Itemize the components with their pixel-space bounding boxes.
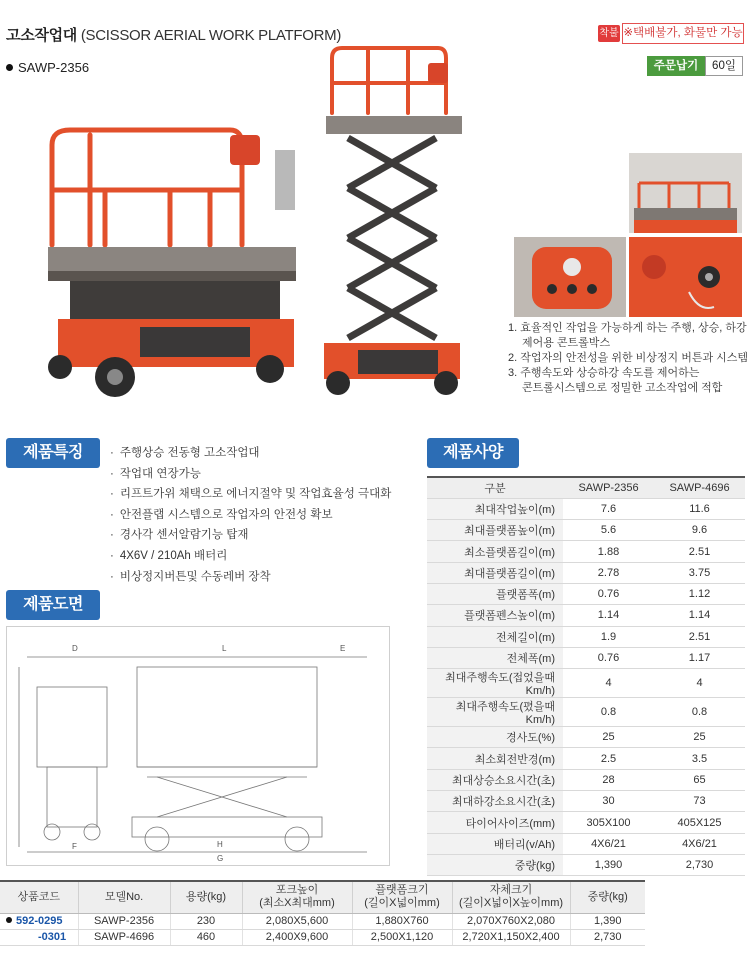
- photo-note: 2. 작업자의 안전성을 위한 비상정지 버튼과 시스템: [508, 352, 749, 364]
- table-row: 플랫폼폭(m) 0.76 1.12: [427, 583, 745, 604]
- col-weight: 중량(kg): [570, 881, 645, 913]
- drawing-heading: 제품도면: [6, 590, 100, 620]
- photo-note: 3. 주행속도와 상승하강 속도를 제어하는: [508, 367, 700, 379]
- col-capacity: 용량(kg): [170, 881, 242, 913]
- spec-col-header: SAWP-4696: [654, 477, 745, 498]
- table-row: 경사도(%) 25 25: [427, 727, 745, 748]
- photo-note: 1. 효율적인 작업을 가능하게 하는 주행, 상승, 하강: [508, 322, 747, 334]
- table-row: 전체폭(m) 0.76 1.17: [427, 647, 745, 668]
- product-code-table: [0, 880, 645, 946]
- delivery-notice: ※택배불가, 화물만 가능: [622, 23, 744, 44]
- order-lead-value: 60일: [705, 56, 743, 76]
- bullet-dot-icon: [6, 64, 13, 71]
- col-model: 모델No.: [78, 881, 170, 913]
- table-row: 최대플랫폼높이(m) 5.6 9.6: [427, 520, 745, 541]
- col-body-size: 자체크기 (길이X넓이X높이mm): [452, 881, 570, 913]
- product-header-row: [0, 881, 645, 913]
- col-platform-size: 플랫폼크기 (길이X넓이mm): [352, 881, 452, 913]
- dim-label-e: E: [340, 644, 346, 653]
- col-code: 상품코드: [0, 881, 78, 913]
- spec-col-header: SAWP-2356: [563, 477, 654, 498]
- feature-item: · 주행상승 전동형 고소작업대: [110, 443, 391, 464]
- feature-item: · 안전플랩 시스템으로 작업자의 안전성 확보: [110, 505, 391, 526]
- col-fork-height: 포크높이 (최소X최대mm): [242, 881, 352, 913]
- feature-item: · 작업대 연장가능: [110, 464, 391, 485]
- table-row: 최대상승소요시간(초) 28 65: [427, 769, 745, 790]
- drawing-lines: [7, 627, 389, 865]
- photo-notes: [508, 321, 748, 396]
- bullet-dot-icon: [6, 917, 12, 923]
- table-row: 전체길이(m) 1.9 2.51: [427, 626, 745, 647]
- detail-photo-emergency-stop: [629, 237, 742, 317]
- detail-photo-platform: [629, 153, 742, 233]
- table-row: 592-0295 SAWP-2356 230 2,080X5,600 1,880X760 2,070X760X2,080 1,390: [0, 913, 645, 929]
- dim-label-l: L: [222, 644, 227, 653]
- product-photo-folded: [30, 95, 320, 405]
- feature-item: · 4X6V / 210Ah 배터리: [110, 546, 391, 567]
- product-photo-extended: [318, 38, 468, 403]
- cod-badge: 착불: [598, 25, 620, 42]
- feature-item: · 경사각 센서알람기능 탑재: [110, 525, 391, 546]
- dim-label-h: H: [217, 840, 223, 849]
- technical-drawing: [6, 626, 390, 866]
- feature-item: · 리프트가위 채택으로 에너지절약 및 작업효율성 극대화: [110, 484, 391, 505]
- dim-label-d: D: [72, 644, 78, 653]
- dim-label-f: F: [72, 842, 77, 851]
- table-row: 배터리(v/Ah) 4X6/21 4X6/21: [427, 833, 745, 854]
- table-row: 플랫폼펜스높이(m) 1.14 1.14: [427, 605, 745, 626]
- table-row: 최소플랫폼길이(m) 1.88 2.51: [427, 541, 745, 562]
- table-row: 최대플랫폼길이(m) 2.78 3.75: [427, 562, 745, 583]
- detail-photo-control-box: [514, 237, 626, 317]
- features-list: [110, 443, 391, 587]
- table-row: 최대주행속도(접었을때 Km/h) 4 4: [427, 669, 745, 698]
- table-row: 최소회전반경(m) 2.5 3.5: [427, 748, 745, 769]
- features-heading: 제품특징: [6, 438, 100, 468]
- spec-table: [427, 476, 745, 876]
- spec-col-header: 구분: [427, 477, 563, 498]
- page-title: [6, 24, 341, 45]
- photo-note: 제어용 콘트롤박스: [522, 337, 611, 349]
- title-korean: 고소작업대: [6, 27, 77, 44]
- control-box: [230, 135, 260, 165]
- photo-note: 콘트롤시스템으로 정밀한 고소작업에 적합: [522, 382, 723, 394]
- table-row: -0301 SAWP-4696 460 2,400X9,600 2,500X1,120 2,720X1,150X2,400 2,730: [0, 929, 645, 945]
- table-row: 중량(kg) 1,390 2,730: [427, 854, 745, 875]
- table-row: 최대주행속도(폈을때 Km/h) 0.8 0.8: [427, 698, 745, 727]
- spec-header-row: [427, 477, 745, 498]
- model-line: [6, 60, 89, 75]
- model-number: SAWP-2356: [18, 60, 90, 75]
- table-row: 최대작업높이(m) 7.6 11.6: [427, 498, 745, 519]
- spec-heading: 제품사양: [427, 438, 519, 468]
- feature-item: · 비상정지버튼및 수동레버 장착: [110, 567, 391, 588]
- product-code: 592-0295: [0, 913, 78, 929]
- order-lead-label: 주문납기: [647, 56, 705, 76]
- product-code: -0301: [0, 929, 78, 945]
- title-english: (SCISSOR AERIAL WORK PLATFORM): [80, 27, 342, 44]
- table-row: 타이어사이즈(mm) 305X100 405X125: [427, 812, 745, 833]
- table-row: 최대하강소요시간(초) 30 73: [427, 791, 745, 812]
- dim-label-g: G: [217, 854, 224, 863]
